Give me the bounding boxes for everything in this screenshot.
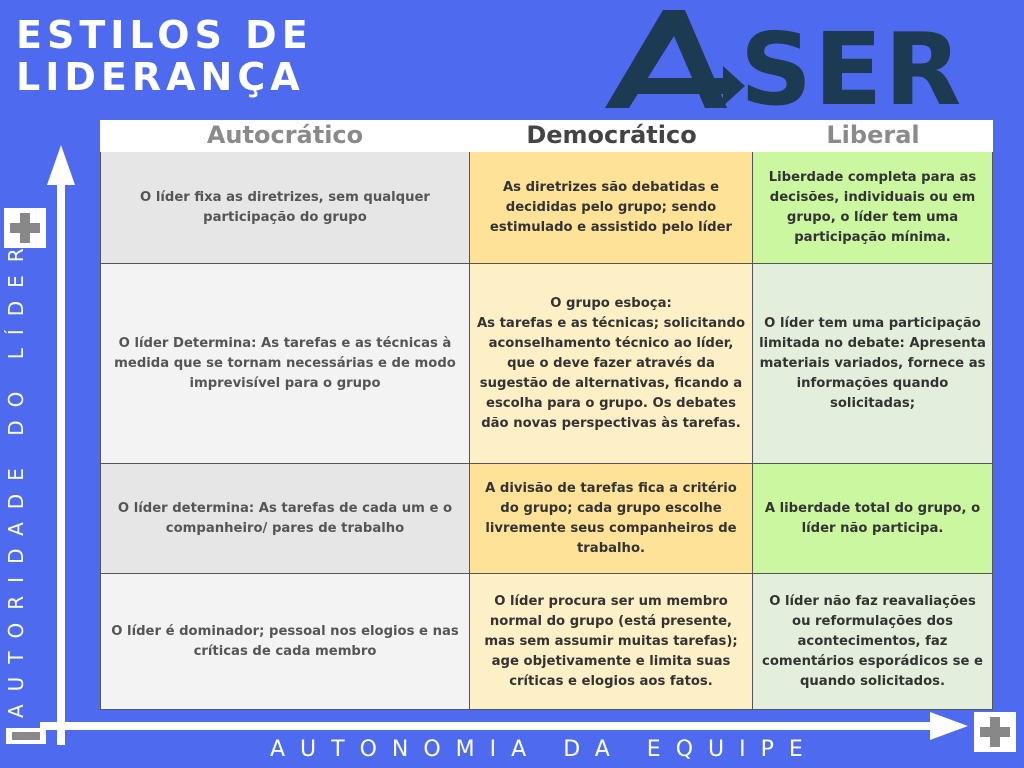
y-axis-line	[57, 160, 65, 745]
table-body	[100, 152, 993, 710]
cell-democratico-3: A divisão de tarefas fica a critério do grupo; cada grupo escolhe livremente seus companheiros de trabalho.	[470, 464, 753, 574]
title-line-2: LIDERANÇA	[16, 55, 305, 99]
column-header-democratico: Democrático	[526, 121, 697, 149]
leadership-styles-table	[100, 120, 993, 710]
x-axis-label: AUTONOMIA DA EQUIPE	[270, 737, 818, 762]
cell-democratico-1: As diretrizes são debatidas e decididas pelo grupo; sendo estimulado e assistido pelo líder	[470, 152, 753, 264]
y-axis-label: AUTORIDADE DO LÍDER	[4, 235, 28, 718]
cell-liberal-1: Liberdade completa para as decisões, individuais ou em grupo, o líder tem uma participação mínima.	[753, 152, 993, 264]
cell-liberal-4: O líder não faz reavaliações ou reformulações dos acontecimentos, faz comentários esporádicos se e quando solicitados.	[753, 574, 993, 710]
cell-autocratico-2: O líder Determina: As tarefas e as técnicas à medida que se tornam necessárias e de modo imprevisível para o grupo	[100, 264, 470, 464]
plus-icon	[974, 712, 1016, 752]
cell-democratico-2: O grupo esboça: As tarefas e as técnicas; solicitando aconselhamento técnico ao líder, que o deve fazer através da sugestão de alternativas, ficando a escolha para o grupo. Os debates dão novas perspectivas às tarefas.	[470, 264, 753, 464]
cell-autocratico-3: O líder determina: As tarefas de cada um e o companheiro/ pares de trabalho	[100, 464, 470, 574]
page-title	[16, 14, 313, 98]
column-header-autocratico: Autocrático	[206, 121, 364, 149]
cell-autocratico-1: O líder fixa as diretrizes, sem qualquer participação do grupo	[100, 152, 470, 264]
logo-text: SER	[740, 11, 964, 120]
title-line-1: ESTILOS DE	[16, 13, 313, 57]
cell-liberal-2: O líder tem uma participação limitada no debate: Apresenta materiais variados, fornece as informações quando solicitadas;	[753, 264, 993, 464]
minus-icon	[6, 728, 46, 744]
column-header-liberal: Liberal	[826, 121, 920, 149]
cell-autocratico-4: O líder é dominador; pessoal nos elogios e nas críticas de cada membro	[100, 574, 470, 710]
cell-liberal-3: A liberdade total do grupo, o líder não participa.	[753, 464, 993, 574]
table-header	[100, 120, 993, 152]
x-axis-line	[40, 722, 945, 730]
aser-logo	[605, 8, 1005, 120]
cell-democratico-4: O líder procura ser um membro normal do grupo (está presente, mas sem assumir muitas tarefas); age objetivamente e limita suas críticas e elogios aos fatos.	[470, 574, 753, 710]
